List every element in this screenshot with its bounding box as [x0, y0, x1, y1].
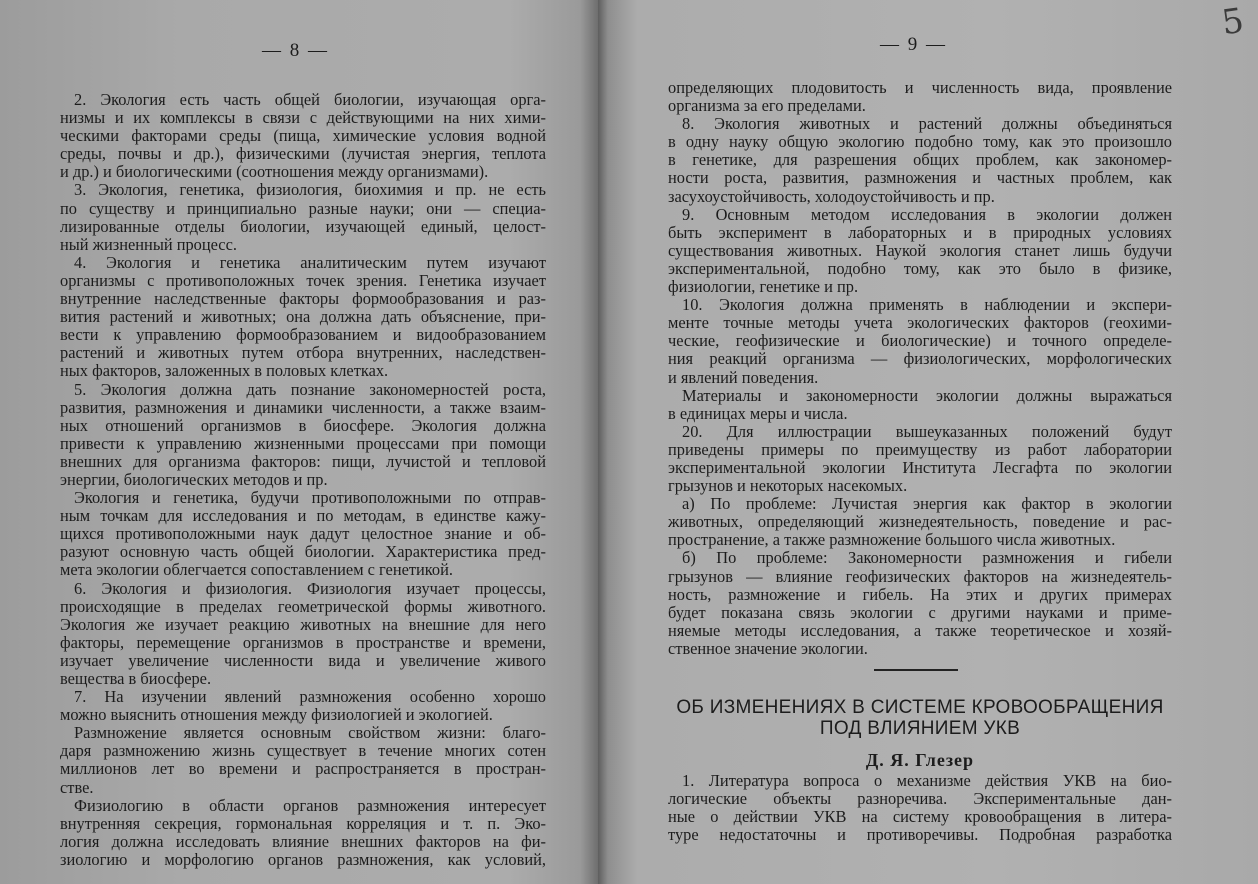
text-line: грызунов и некоторых насекомых.	[668, 476, 908, 496]
text-line: 10. Экология должна применять в наблюдении и экспери-	[682, 295, 1172, 315]
page-number: — 9 —	[880, 34, 947, 55]
text-line: Экология же изучает реакцию животных на внешние для него	[60, 614, 546, 634]
text-line: б) По проблеме: Закономерности размножения и гибели	[682, 548, 1172, 568]
page-number: — 8 —	[262, 40, 329, 61]
text-line: ния реакций организма — физиологических, морфологических	[668, 349, 1172, 369]
text-line: Экология и генетика, будучи противоположными по отправ-	[74, 488, 546, 508]
text-line: разуют основную часть общей биологии. Характеристика пред-	[60, 542, 546, 562]
text-line: миллионов лет во времени и распространяется в простран-	[60, 759, 546, 779]
text-line: туре недостаточны и противоречивы. Подробная разработка	[668, 825, 1172, 845]
text-line: стве.	[60, 777, 94, 797]
text-line: развития, размножения и динамики численности, а также взаим-	[60, 397, 546, 417]
text-line: грызунов — влияние геофизических факторов на жизнедеятель-	[668, 566, 1172, 586]
text-line: существования животных. Наукой экология станет лишь будучи	[668, 240, 1172, 260]
article-title: ПОД ВЛИЯНИЕМ УКВ	[819, 718, 1021, 739]
text-line: изучает увеличение численности вида и увеличение живого	[60, 650, 546, 670]
text-line: ные о действии УКВ на систему кровообращения в литера-	[668, 807, 1172, 827]
text-line: засухоустойчивость, холодоустойчивость и пр.	[668, 186, 995, 206]
text-line: 5. Экология должна дать познание закономерностей роста,	[74, 379, 546, 399]
article-title: ОБ ИЗМЕНЕНИЯХ В СИСТЕМЕ КРОВООБРАЩЕНИЯ	[676, 697, 1164, 718]
text-line: ческими факторами среды (пища, химические условия водной	[60, 126, 546, 146]
text-line: вещества в биосфере.	[60, 669, 212, 688]
text-line: растений и животных путем отбора внутренних, наследствен-	[60, 343, 546, 363]
text-line: в единицах меры и числа.	[668, 403, 848, 423]
text-line: а) По проблеме: Лучистая энергия как фактор в экологии	[682, 494, 1172, 514]
left-page	[0, 0, 598, 884]
text-line: определяющих плодовитость и численность вида, проявление	[668, 78, 1172, 97]
text-line: ности роста, развития, размножения и частных проблем, как	[668, 168, 1172, 188]
text-line: в одну науку общую экологию подобно тому, как это произошло	[668, 132, 1172, 152]
text-line: быть эксперимент в лабораторных и в природных условиях	[668, 222, 1172, 242]
text-line: среды, почвы и др.), физическими (лучистая энергия, теплота	[60, 144, 546, 164]
text-line: щихся противоположными наук дадут целостное знание и об-	[60, 524, 546, 544]
text-line: 20. Для иллюстрации вышеуказанных положений будут	[682, 421, 1172, 441]
text-line: Размножение является основным свойством жизни: благо-	[74, 723, 546, 743]
text-line: 1. Литература вопроса о механизме действия УКВ на био-	[682, 771, 1172, 790]
text-line: по существу и принципиально разные науки; они — специа-	[60, 198, 546, 218]
handwritten-page-mark: 5	[1219, 0, 1247, 44]
text-line: 8. Экология животных и растений должны объединяться	[682, 114, 1172, 134]
text-line: ных факторов, заложенных в половых клетках.	[60, 361, 389, 381]
text-line: Физиологию в области органов размножения интересует	[74, 795, 546, 815]
text-line: логические объекты разноречива. Экспериментальные дан-	[668, 789, 1172, 809]
text-line: вести к управлению формообразованием и видообразованием	[60, 325, 546, 345]
text-line: происходящие в пределах геометрической формы животного.	[60, 596, 546, 616]
text-line: низмы и их комплексы в связи с действующими на них хими-	[60, 108, 546, 128]
text-line: ным точкам для исследования и по методам, в единстве кажу-	[60, 506, 546, 526]
text-line: энергии, биологических методов и пр.	[60, 469, 328, 489]
text-line: вития растений и животных; она должна дать объяснение, при-	[60, 307, 546, 327]
body-text	[60, 91, 546, 869]
text-line: даря размножению жизнь существует в течение многих сотен	[60, 741, 546, 761]
text-line: 4. Экология и генетика аналитическим путем изучают	[74, 252, 546, 272]
text-line: экспериментальной экологии Института Лесгафта по экологии	[668, 457, 1172, 477]
text-line: ный жизненный процесс.	[60, 234, 237, 254]
text-line: Материалы и закономерности экологии должны выражаться	[682, 385, 1172, 405]
text-line: ность, размножение и гибель. На этих и других примерах	[668, 584, 1172, 604]
text-line: няемые методы исследования, а также теоретическое и хозяй-	[668, 620, 1172, 640]
article-text	[668, 772, 1172, 844]
text-line: физиологии, генетике и пр.	[668, 277, 859, 297]
text-line: внутренняя секреция, гормональная корреляция и т. п. Эко-	[60, 813, 546, 833]
text-line: 3. Экология, генетика, физиология, биохимия и пр. не есть	[74, 180, 546, 200]
text-line: 6. Экология и физиология. Физиология изучает процессы,	[74, 578, 546, 598]
text-line: лизированные отделы биологии, изучающей единый, целост-	[60, 216, 546, 236]
body-text	[668, 79, 1172, 658]
text-line: зиологию и морфологию органов размножения, как условий,	[60, 849, 546, 869]
right-page	[598, 0, 1258, 884]
text-line: 2. Экология есть часть общей биологии, изучающая орга-	[74, 90, 546, 109]
text-line: пространение, а также размножение большого числа животных.	[668, 530, 1116, 550]
text-line: 7. На изучении явлений размножения особенно хорошо	[74, 687, 546, 707]
text-line: животных, определяющий жизнедеятельность, поведение и рас-	[668, 512, 1172, 532]
text-line: организма за его пределами.	[668, 96, 866, 116]
text-line: ных отношений организмов в биосфере. Экология должна	[60, 415, 546, 435]
article-author: Д. Я. Глезер	[865, 750, 975, 770]
text-line: экспериментальной, подобно тому, как это было в физике,	[668, 258, 1172, 278]
text-line: мета экологии облегчается сопоставлением с генетикой.	[60, 560, 453, 580]
section-divider	[874, 669, 958, 671]
text-line: привести к управлению жизненными процессами при помощи	[60, 433, 546, 453]
text-line: в генетике, для разрешения общих проблем, как закономер-	[668, 150, 1172, 170]
text-line: логия должна исследовать влияние внешних факторов на фи-	[60, 831, 546, 851]
text-line: внешних для организма факторов: пищи, лучистой и тепловой	[60, 451, 546, 471]
text-line: приведены примеры по преимуществу из работ лаборатории	[668, 439, 1172, 459]
text-line: и др.) и биологическими (соотношения между организмами).	[60, 162, 489, 182]
text-line: 9. Основным методом исследования в экологии должен	[682, 204, 1172, 224]
text-line: ственное значение экологии.	[668, 638, 868, 658]
text-line: можно выяснить отношения между физиологией и экологией.	[60, 705, 493, 725]
text-line: будет показана связь экологии с другими науками и приме-	[668, 602, 1172, 622]
text-line: организмы с противоположных точек зрения. Генетика изучает	[60, 270, 546, 290]
text-line: и явлений поведения.	[668, 367, 819, 387]
text-line: внутренние наследственные факторы формообразования и раз-	[60, 289, 546, 309]
text-line: факторы, перемещение организмов в пространстве и времени,	[60, 632, 546, 652]
text-line: менте точные методы учета экологических факторов (геохими-	[668, 313, 1172, 333]
text-line: ческие, геофизические и биологические) и точного определе-	[668, 331, 1172, 351]
